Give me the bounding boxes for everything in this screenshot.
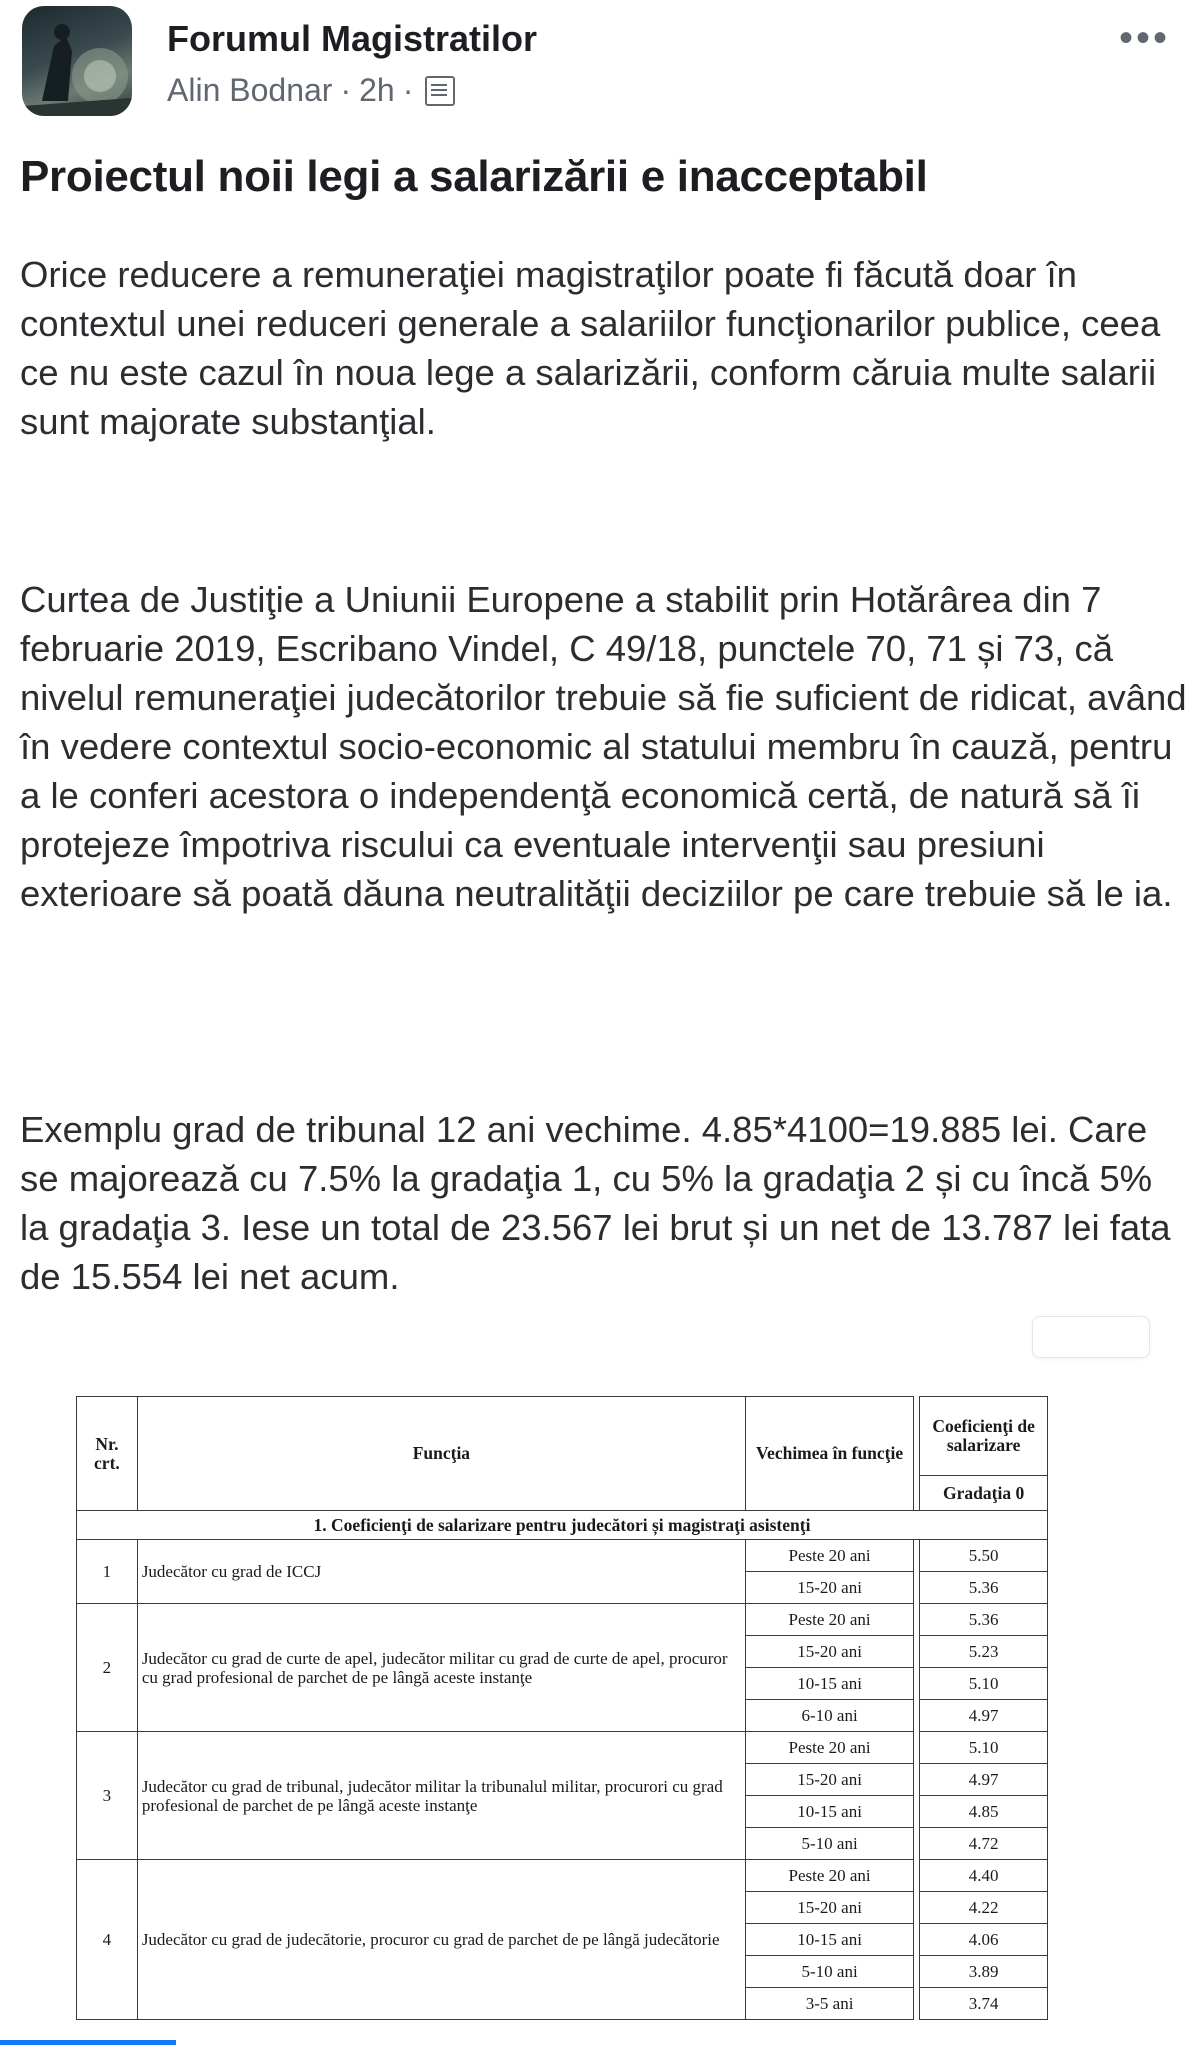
cell-coeficient: 5.10 [920, 1668, 1048, 1700]
cell-vechime: 10-15 ani [745, 1668, 913, 1700]
table-row [77, 1604, 1048, 1636]
cell-coeficient: 5.36 [920, 1604, 1048, 1636]
cell-vechime: 15-20 ani [745, 1636, 913, 1668]
post-meta [167, 72, 455, 109]
row-functia: Judecător cu grad de judecătorie, procuror cu grad de parchet de pe lângă judecătorie [137, 1860, 745, 2020]
cell-coeficient: 4.85 [920, 1796, 1048, 1828]
header-functia: Funcţia [137, 1397, 745, 1511]
row-number: 3 [77, 1732, 138, 1860]
header-nr: Nr. crt. [77, 1397, 138, 1511]
post-header [22, 6, 1182, 116]
cell-vechime: 5-10 ani [745, 1828, 913, 1860]
post-paragraph-2: Curtea de Justiţie a Uniunii Europene a stabilit prin Hotărârea din 7 februarie 2019, Escribano Vindel, C 49/18, punctele 70, 71 și 73, că nivelul remuneraţiei judecătorilor trebuie să fie suficient de ridicat, având în vedere contextul socio-economic al statului membru în cauză, pentru a le conferi acestora o independenţă economică certă, de natură să îi protejeze împotriva riscului ca eventuale intervenţii sau presiuni exterioare să poată dăuna neutralităţii deciziilor pe care trebuie să le ia. [20, 579, 1187, 914]
header-coeficienti: Coeficienţi de salarizare [920, 1397, 1048, 1476]
salary-table [76, 1396, 1048, 2020]
cell-vechime: 15-20 ani [745, 1572, 913, 1604]
table-row [77, 1860, 1048, 1892]
cell-vechime: Peste 20 ani [745, 1604, 913, 1636]
cell-coeficient: 4.72 [920, 1828, 1048, 1860]
cell-coeficient: 4.97 [920, 1700, 1048, 1732]
page-name[interactable]: Forumul Magistratilor [167, 18, 538, 59]
cell-vechime: Peste 20 ani [745, 1540, 913, 1572]
post-time[interactable]: 2h [359, 72, 395, 108]
faint-overlay-box [1032, 1316, 1150, 1358]
scroll-progress-line [0, 2040, 176, 2045]
cell-coeficient: 5.50 [920, 1540, 1048, 1572]
salary-coefficient-table-image [76, 1396, 1052, 2051]
row-number: 1 [77, 1540, 138, 1604]
cell-vechime: Peste 20 ani [745, 1732, 913, 1764]
post-paragraph-3: Exemplu grad de tribunal 12 ani vechime. 4.85*4100=19.885 lei. Care se majorează cu 7.5% la gradaţia 1, cu 5% la gradaţia 2 și cu încă 5% la gradaţia 3. Iese un total de 23.567 lei brut și un net de 13.787 lei fata de 15.554 lei net acum. [20, 1109, 1171, 1297]
row-functia: Judecător cu grad de tribunal, judecător militar la tribunalul militar, procurori cu grad profesional de parchet de pe lângă aceste instanţe [137, 1732, 745, 1860]
header-vechimea: Vechimea în funcţie [745, 1397, 913, 1511]
more-horizontal-icon[interactable]: ••• [1118, 16, 1170, 60]
avatar-image-icon [22, 6, 132, 116]
cell-vechime: 15-20 ani [745, 1892, 913, 1924]
author-name[interactable]: Alin Bodnar [167, 72, 333, 108]
page-avatar[interactable] [22, 6, 132, 116]
cell-coeficient: 4.97 [920, 1764, 1048, 1796]
header-gradatia: Gradaţia 0 [920, 1476, 1048, 1511]
cell-coeficient: 5.10 [920, 1732, 1048, 1764]
cell-coeficient: 5.23 [920, 1636, 1048, 1668]
cell-vechime: 10-15 ani [745, 1924, 913, 1956]
cell-coeficient: 3.89 [920, 1956, 1048, 1988]
row-functia: Judecător cu grad de curte de apel, judecător militar cu grad de curte de apel, procuror cu grad profesional de parchet de pe lângă aceste instanţe [137, 1604, 745, 1732]
row-functia: Judecător cu grad de ICCJ [137, 1540, 745, 1604]
cell-vechime: Peste 20 ani [745, 1860, 913, 1892]
audience-icon[interactable] [425, 76, 455, 106]
cell-vechime: 10-15 ani [745, 1796, 913, 1828]
cell-coeficient: 5.36 [920, 1572, 1048, 1604]
cell-coeficient: 4.06 [920, 1924, 1048, 1956]
cell-vechime: 5-10 ani [745, 1956, 913, 1988]
table-row [77, 1732, 1048, 1764]
cell-coeficient: 4.40 [920, 1860, 1048, 1892]
cell-vechime: 15-20 ani [745, 1764, 913, 1796]
section-title: 1. Coeficienţi de salarizare pentru judecători și magistraţi asistenţi [77, 1511, 1048, 1540]
row-number: 4 [77, 1860, 138, 2020]
cell-coeficient: 4.22 [920, 1892, 1048, 1924]
meta-separator: · [402, 72, 414, 108]
cell-coeficient: 3.74 [920, 1988, 1048, 2020]
table-body [77, 1540, 1048, 2020]
cell-vechime: 6-10 ani [745, 1700, 913, 1732]
post-title: Proiectul noii legi a salarizării e inacceptabil [20, 152, 928, 201]
table-row [77, 1540, 1048, 1572]
post-paragraph-1: Orice reducere a remuneraţiei magistraţilor poate fi făcută doar în contextul unei reduceri generale a salariilor funcţionarilor publice, ceea ce nu este cazul în noua lege a salarizării, conform căruia multe salarii sunt majorate substanţial. [20, 254, 1161, 442]
row-number: 2 [77, 1604, 138, 1732]
meta-separator: · [340, 72, 352, 108]
cell-vechime: 3-5 ani [745, 1988, 913, 2020]
